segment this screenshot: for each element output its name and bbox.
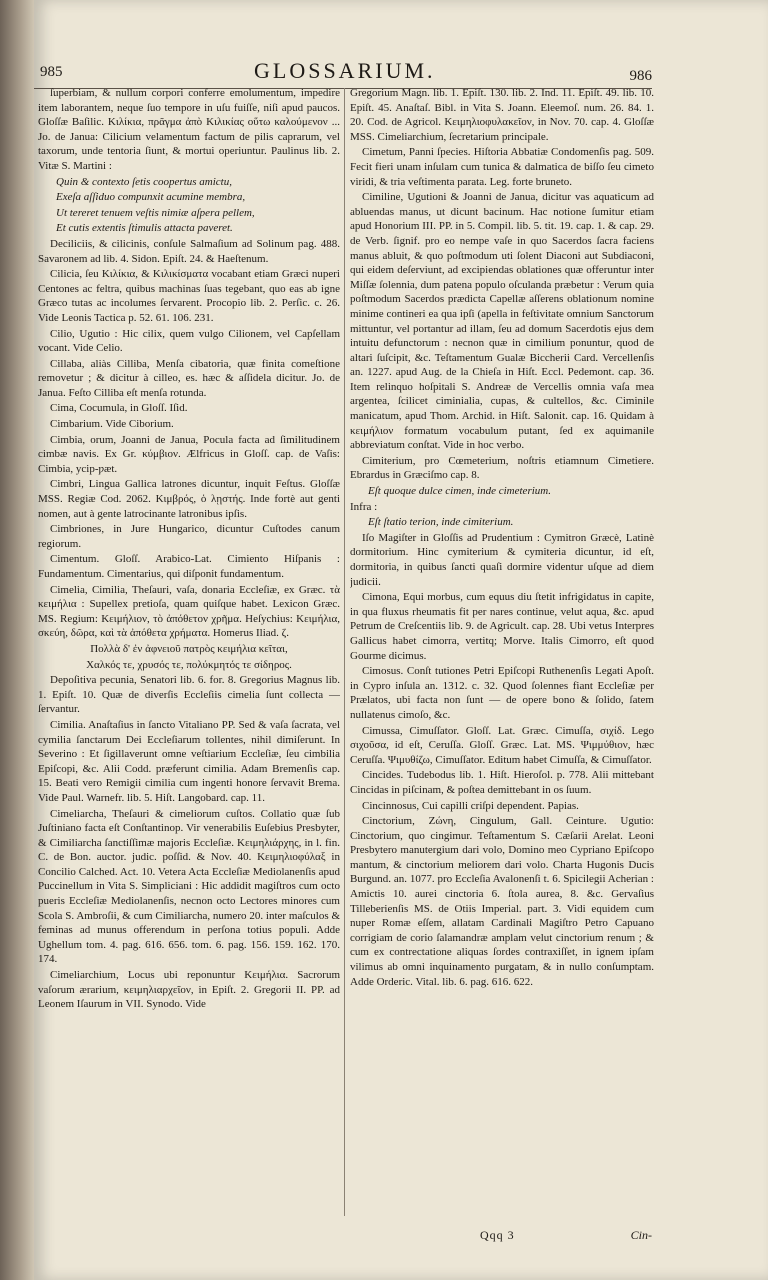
running-title: GLOSSARIUM. bbox=[254, 58, 436, 83]
entry-paragraph: Deciliciis, & cilicinis, conſule Salmaſium ad Solinum pag. 488. Savaronem ad lib. 4. Sidon. Epiſt. 24. & Haeſtenum. bbox=[38, 237, 340, 265]
entry-paragraph: Gregorium Magn. lib. 1. Epiſt. 130. lib. 2. Ind. 11. Epiſt. 49. lib. 10. Epiſt. 45. Anaſtaſ. Bibl. in Vita S. Joann. Eleemoſ. num. 26. 84. 1. 20. Cod. de Agricol. Κειμηλιοφυλακεῖον, in Nov. 70. cap. 4. Gloſſæ MSS. Cimeliarchium, ſecretarium principale. bbox=[350, 87, 654, 143]
page-footer bbox=[34, 1228, 652, 1250]
column-divider bbox=[344, 88, 345, 1216]
right-column bbox=[350, 86, 654, 1224]
entry-paragraph: Cincides. Tudebodus lib. 1. Hiſt. Hieroſol. p. 778. Alii mittebant Cincidas in piſcinam, & poſtea demittebant in os ſuum. bbox=[350, 769, 654, 796]
book-binding bbox=[0, 0, 34, 1280]
entry-paragraph: Cilio, Ugutio : Hic cilix, quem vulgo Cilionem, vel Capſellam vocant. Vide Celio. bbox=[38, 327, 340, 355]
entry-paragraph: Cinctorium, Ζώνη, Cingulum, Gall. Ceinture. Ugutio: Cinctorium, quo cingimur. Teſtamentum S. Cæſarii Arelat. Leoni Presbytero manutergium dari volo, Domino meo Cypriano Epiſcopo mantum, & cinctorium meliorem dari volo. Charta Hugonis Ducis Burgund. an. 1077. pro Eccleſia Avalonenſi t. 6. Spicilegii Acherian : Amictis 10. aurei cinctoria 6. ſtola aurea, 8. &c. Gervaſius Tilleberienſis MS. de Otiis Imperial. part. 3. Vidi equidem cum nuper Romæ eſſem, allatam Cardinali Magiſtro Petro Capuano corrigiam de corio ſalamandræ amplam velut cinctorium renum ; & cum ex contrectatione aliquas ſordes contraxiſſet, in ignem ipſam vilimus ab omni inquinamento purgatam, & in nullo conſumptam. Adde Orderic. Vital. lib. 6. pag. 616. 622. bbox=[350, 815, 654, 988]
entry-paragraph: Πολλὰ δ' ἐν ἀφνειοῦ πατρὸς κειμήλια κεῖται, bbox=[90, 642, 288, 655]
entry-paragraph: Quin & contexto ſetis coopertus amictu, bbox=[56, 175, 232, 188]
entry-paragraph: Cimiline, Ugutioni & Joanni de Janua, dicitur vas aquaticum ad abluendas manus, ut dicunt bacinum. Hac notione ſumitur etiam apud Honorium III. PP. in 5. Compil. lib. 5. tit. 19. cap. 1. & cap. 29. de Verb. ſignif. pro eo nempe vaſe in quo Sacerdos ſacra faciens manus abluit, & quo poſtmodum uti ſolent Diaconi aut Subdiaconi, qui eidem deſerviunt, ad excipiendas oblationes quæ offeruntur inter Miſſæ ſolennia, dum patena populo oſculanda præbetur : Verum quia poſtmodum Sacerdos prædicta Capellæ aſſerens oblationum nomine minime contineri ea qua ipſi (apella in feſtivitate omnium Sanctorum mittuntur, vel portantur ad illam, ſeu ad domum Sacerdotis ejus dem intuitu defunctorum : necnon quæ in cimilium ponuntur, quod de altari ſuſcipit, &c. Teſtamentum Gualæ Biccherii Card. Vercellenſis an. 1227. apud Aug. de la Chieſa in Hiſt. Eccl. Pedemont. cap. 36. Item relinquo hoſpitali S. Andreæ de Vercellis omnia vaſa mea argentea, ſcilicet ciminialia, cupas, & cultellos, &c. Ciminile manicatum, apud Thom. Archid. in Hiſt. Salonit. cap. 16. Quidam à κειμήλιον formatum vocabulum putant, ſed ex aquimanile abbreviatum conſtat. Vide in hoc verbo. bbox=[350, 191, 654, 452]
entry-paragraph: Cimiterium, pro Cœmeterium, noſtris etiamnum Cimetiere. Ebrardus in Græciſmo cap. 8. bbox=[350, 454, 654, 482]
signature-mark: Qqq 3 bbox=[480, 1228, 515, 1242]
entry-paragraph: Cimilia. Anaſtaſius in ſancto Vitaliano PP. Sed & vaſa ſacrata, vel cymilia ſanctarum Dei Eccleſiarum tollentes, nihil dimiſerunt. In Severino : Et ſigillaverunt omne veſtiarium Eccleſiæ, ſeu cimbilia Epiſcopi, &c. Alii Codd. præferunt cimilia. Adam Bremenſis cap. 15. Beati vero Remigii cimilia cum ingenti honore ſervavit Brema. Vide Paul. Warnefr. lib. 5. Hiſt. Langobard. cap. 11. bbox=[38, 718, 340, 804]
page-number-left: 985 bbox=[40, 64, 63, 80]
entry-paragraph: Ut tereret tenuem veſtis nimiæ aſpera pellem, bbox=[56, 206, 255, 219]
entry-paragraph: Cimentum. Gloſſ. Arabico-Lat. Cimiento Hiſpanis : Fundamentum. Cimentarius, qui diſponit fundamentum. bbox=[38, 553, 340, 580]
entry-paragraph: Infra : bbox=[350, 500, 378, 513]
page-number-right: 986 bbox=[629, 68, 652, 84]
entry-paragraph: Cimona, Equi morbus, cum equus diu ſtetit infrigidatus in capite, in qua fluxus rheumatis fit per nares continue, velut aqua, &c. apud Petrum de Creſcentiis lib. 9. de Agricult. cap. 28. Ubi vetus Interpres Gallicus habet cimorra, vertitq; Morve. Italis Cimorro, eſt quod Gourme dicimus. bbox=[350, 591, 654, 662]
entry-paragraph: Cimussa, Cimuſſator. Gloſſ. Lat. Græc. Cimuſſa, σιχίδ. Lego σιχοῦσα, id eſt, Ceruſſa. Gloſſ. Græc. Lat. MS. Ψιμμύθιον, hæc Ceruſſa. Ψιμυθίζω, Cimuſſator. Editum habet Cimuſſa, & Cimuſſator. bbox=[350, 724, 654, 766]
entry-paragraph: Cimeliarchium, Locus ubi reponuntur Κειμήλια. Sacrorum vaſorum ærarium, κειμηλιαρχεῖον, in Epiſt. 2. Gregorii II. PP. ad Leonem Iſaurum in VII. Synodo. Vide bbox=[38, 969, 340, 1011]
entry-paragraph: Cimbia, orum, Joanni de Janua, Pocula facta ad ſimilitudinem cimbæ navis. Ex Gr. κύμβιον. Ælfricus in Gloſſ. cap. de Vaſis: Cimbia, ycip-ƿæt. bbox=[38, 433, 340, 475]
entry-paragraph: Cimbri, Lingua Gallica latrones dicuntur, inquit Feſtus. Gloſſæ MSS. Regiæ Cod. 2062. Κιμβρός, ὁ λῃστής. Inde fortè aut genti nomen, aut à gente latrocinante latronibus ipſis. bbox=[38, 478, 340, 520]
entry-paragraph: Cincinnosus, Cui capilli criſpi dependent. Papias. bbox=[362, 799, 579, 812]
entry-paragraph: Iſo Magiſter in Gloſſis ad Prudentium : Cymitron Græcè, Latinè dormitorium. Hinc cymiterium & cymiteria dicuntur, id eſt, dormitoria, in quibus ſancti quaſi dormire videntur uſque ad diem judicii. bbox=[350, 531, 654, 588]
entry-paragraph: Cilicia, ſeu Κιλίκια, & Κιλικίσματα vocabant etiam Græci nuperi Centones ac feltra, quibus machinas ſuas tegebant, quo eas ab igne Græco tutas ac incolumes ſervarent. Procopio lib. 2. Perſic. c. 26. Vide Leonis Tactica p. 52. 61. 106. 231. bbox=[38, 268, 340, 324]
entry-paragraph: Et cutis extentis ſtimulis attacta paveret. bbox=[56, 222, 233, 235]
entry-paragraph: Cima, Cocumula, in Gloſſ. Iſid. bbox=[50, 402, 188, 415]
entry-paragraph: Cillaba, aliàs Cilliba, Menſa cibatoria, quæ finita comeſtione removetur ; & dicitur à cilleo, es. hæc & aſſidela dicitur. Jo. de Janua. Feſto Cilliba eſt menſa rotunda. bbox=[38, 357, 340, 399]
catchword: Cin- bbox=[630, 1228, 652, 1242]
entry-paragraph: Cimbarium. Vide Ciborium. bbox=[50, 418, 174, 431]
entry-paragraph: Eſt ſtatio terion, inde cimiterium. bbox=[368, 516, 514, 529]
entry-paragraph: Exeſa aſſiduo compunxit acumine membra, bbox=[56, 191, 246, 204]
entry-paragraph: Χαλκός τε, χρυσός τε, πολύκμητός τε σίδηρος. bbox=[86, 658, 292, 671]
entry-paragraph: Depoſitiva pecunia, Senatori lib. 6. for. 8. Gregorius Magnus lib. 1. Epiſt. 10. Quæ de diverſis Eccleſiis cimelia ſunt collecta — ſervantur. bbox=[38, 674, 340, 716]
entry-paragraph: Eſt quoque dulce cimen, inde cimeterium. bbox=[368, 485, 551, 498]
entry-paragraph: Cimosus. Conſt tutiones Petri Epiſcopi Ruthenenſis Legati Apoſt. in Cypro inſula an. 1312. c. 32. Quod ſolennes fiant Eccleſiæ per Prælatos, ubi facta non ſunt — de opere bono & ſolido, ſatem nullatenus cimoſo, &c. bbox=[350, 665, 654, 721]
entry-paragraph: Cimbriones, in Jure Hungarico, dicuntur Cuſtodes canum regiorum. bbox=[38, 523, 340, 550]
entry-paragraph: Cimetum, Panni ſpecies. Hiſtoria Abbatiæ Condomenſis pag. 509. Fecit fieri unam inſulam cum tunica & dalmatica de biſſo ſeu cimeto viridi, & tria veſtimenta parata. Leg. forte bruneto. bbox=[350, 146, 654, 188]
book-page bbox=[34, 0, 768, 1280]
entry-paragraph: Cimelia, Cimilia, Theſauri, vaſa, donaria Eccleſiæ, ex Græc. τὰ κειμήλια : Supellex pretioſa, quam quiſque habet. Lexicon Græc. MS. Regium: Κειμήλιον, τὸ ἀπόθετον χρῆμα. Heſychius: Κειμήλια, σκεύη, δῶρα, καὶ τὰ ἀπόθετα χρήματα. Homerus Iliad. ζ. bbox=[38, 583, 340, 640]
left-column bbox=[38, 86, 340, 1224]
entry-paragraph: Cimeliarcha, Theſauri & cimeliorum cuſtos. Collatio quæ ſub Juſtiniano facta eſt Conſtantinop. Vir venerabilis Euſebius Presbyter, & Cimiliarcha ſanctiſſimæ majoris Eccleſiæ. Κειμηλιάρχης, in l. fin. C. de Bon. auctor. judic. poſſid. & Nov. 40. Κειμηλιοφύλαξ in Concilio Calched. Act. 10. Vetera Acta Eccleſiæ Mediolanenſis apud Puccinellum in Vita S. Simpliciani : Hic addidit magiſtros cum octo pueris Eccleſiæ Mediolanenſis, necnon octo Lectores minores cum Scola S. Ambroſii, & cum Cimiliarcha, numero 20. inter maſculos & feminas ad munus offerendum in perſona totius populi. Adde Ughellum tom. 4. pag. 616. 656. tom. 6. pag. 156. 159. 162. 170. 174. bbox=[38, 807, 340, 966]
entry-paragraph: ſuperbiam, & nullum corpori conferre emolumentum, impedire item laborantem, neque ſuo tempore in uſu fuiſſe, niſi apud paucos. Gloſſæ Baſilic. Κιλίκια, πρᾶγμα ἀπὸ Κιλικίας οὕτω καλούμενον ... Jo. de Janua: Cilicium velamentum factum de pilis caprarum, vel taxorum, unde tentoria ſiunt, & mortui operiuntur. Paulinus lib. 2. Vitæ S. Martini : bbox=[38, 87, 340, 172]
